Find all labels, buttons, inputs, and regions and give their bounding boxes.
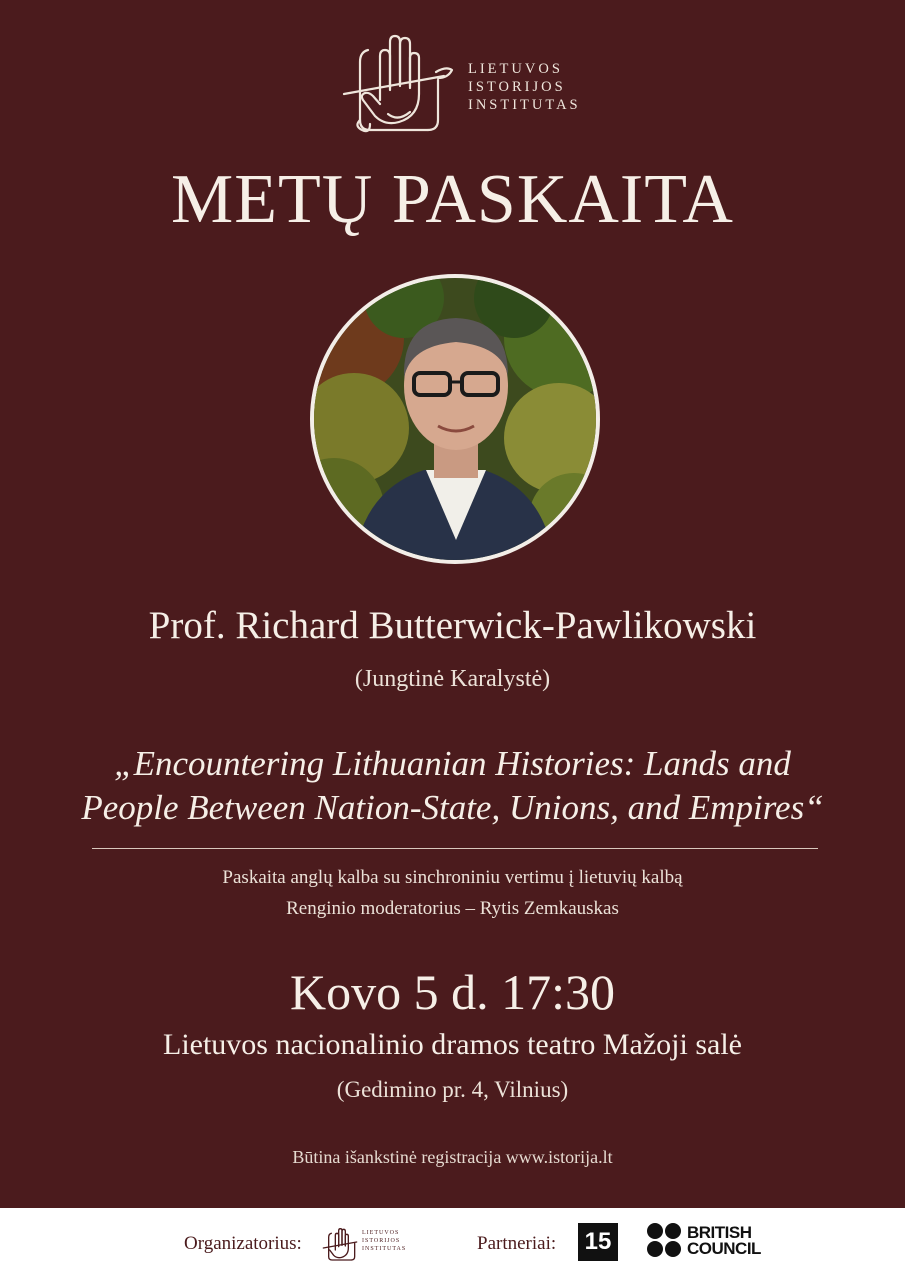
british-council-dots-icon [646,1222,682,1258]
organizer-logo-line-3: INSTITUTAS [362,1246,407,1252]
lecture-topic [0,742,905,830]
organizer-label: Organizatorius: [184,1233,302,1254]
footer [0,1208,905,1280]
event-venue: Lietuvos nacionalinio dramos teatro Mažoji salė [163,1028,742,1061]
british-council-text [687,1225,761,1257]
partner-british-council-logo [646,1222,776,1264]
hand-scroll-icon [340,30,460,140]
hand-scroll-icon [322,1218,362,1272]
partner-15min-logo: 15 [578,1223,618,1261]
speaker-photo [310,274,600,564]
organizer-logo-line-2: ISTORIJOS [362,1238,401,1244]
organizer-logo [322,1218,422,1272]
poster-title: METŲ PASKAITA [171,161,734,238]
divider [92,848,818,849]
speaker-name: Prof. Richard Butterwick-Pawlikowski [148,604,757,647]
organizer-logo-text [362,1229,406,1253]
lecture-notes [0,862,905,924]
british-council-line-2: COUNCIL [687,1239,761,1258]
logo-line-1: LIETUVOS [468,61,563,77]
lecture-topic-line-2: People Between Nation-State, Unions, and Empires“ [81,788,824,827]
british-council-line-1: BRITISH [687,1223,752,1242]
organizer-logo-line-1: LIETUVOS [362,1230,400,1236]
language-note: Paskaita anglų kalba su sinchroniniu vertimu į lietuvių kalbą [222,867,683,888]
speaker-portrait-image [314,278,596,560]
institute-logo-text [468,60,581,114]
logo-line-3: INSTITUTAS [468,97,581,113]
logo-line-2: ISTORIJOS [468,79,566,95]
institute-logo [340,30,620,140]
partners-label: Partneriai: [477,1233,557,1254]
moderator-note: Renginio moderatorius – Rytis Zemkauskas [286,898,619,919]
speaker-country: (Jungtinė Karalystė) [354,666,551,692]
event-date-time: Kovo 5 d. 17:30 [290,964,615,1020]
registration-note: Būtina išankstinė registracija www.istorija.lt [292,1147,613,1167]
lecture-topic-line-1: „Encountering Lithuanian Histories: Lands and [114,744,791,783]
event-address: (Gedimino pr. 4, Vilnius) [336,1077,569,1102]
